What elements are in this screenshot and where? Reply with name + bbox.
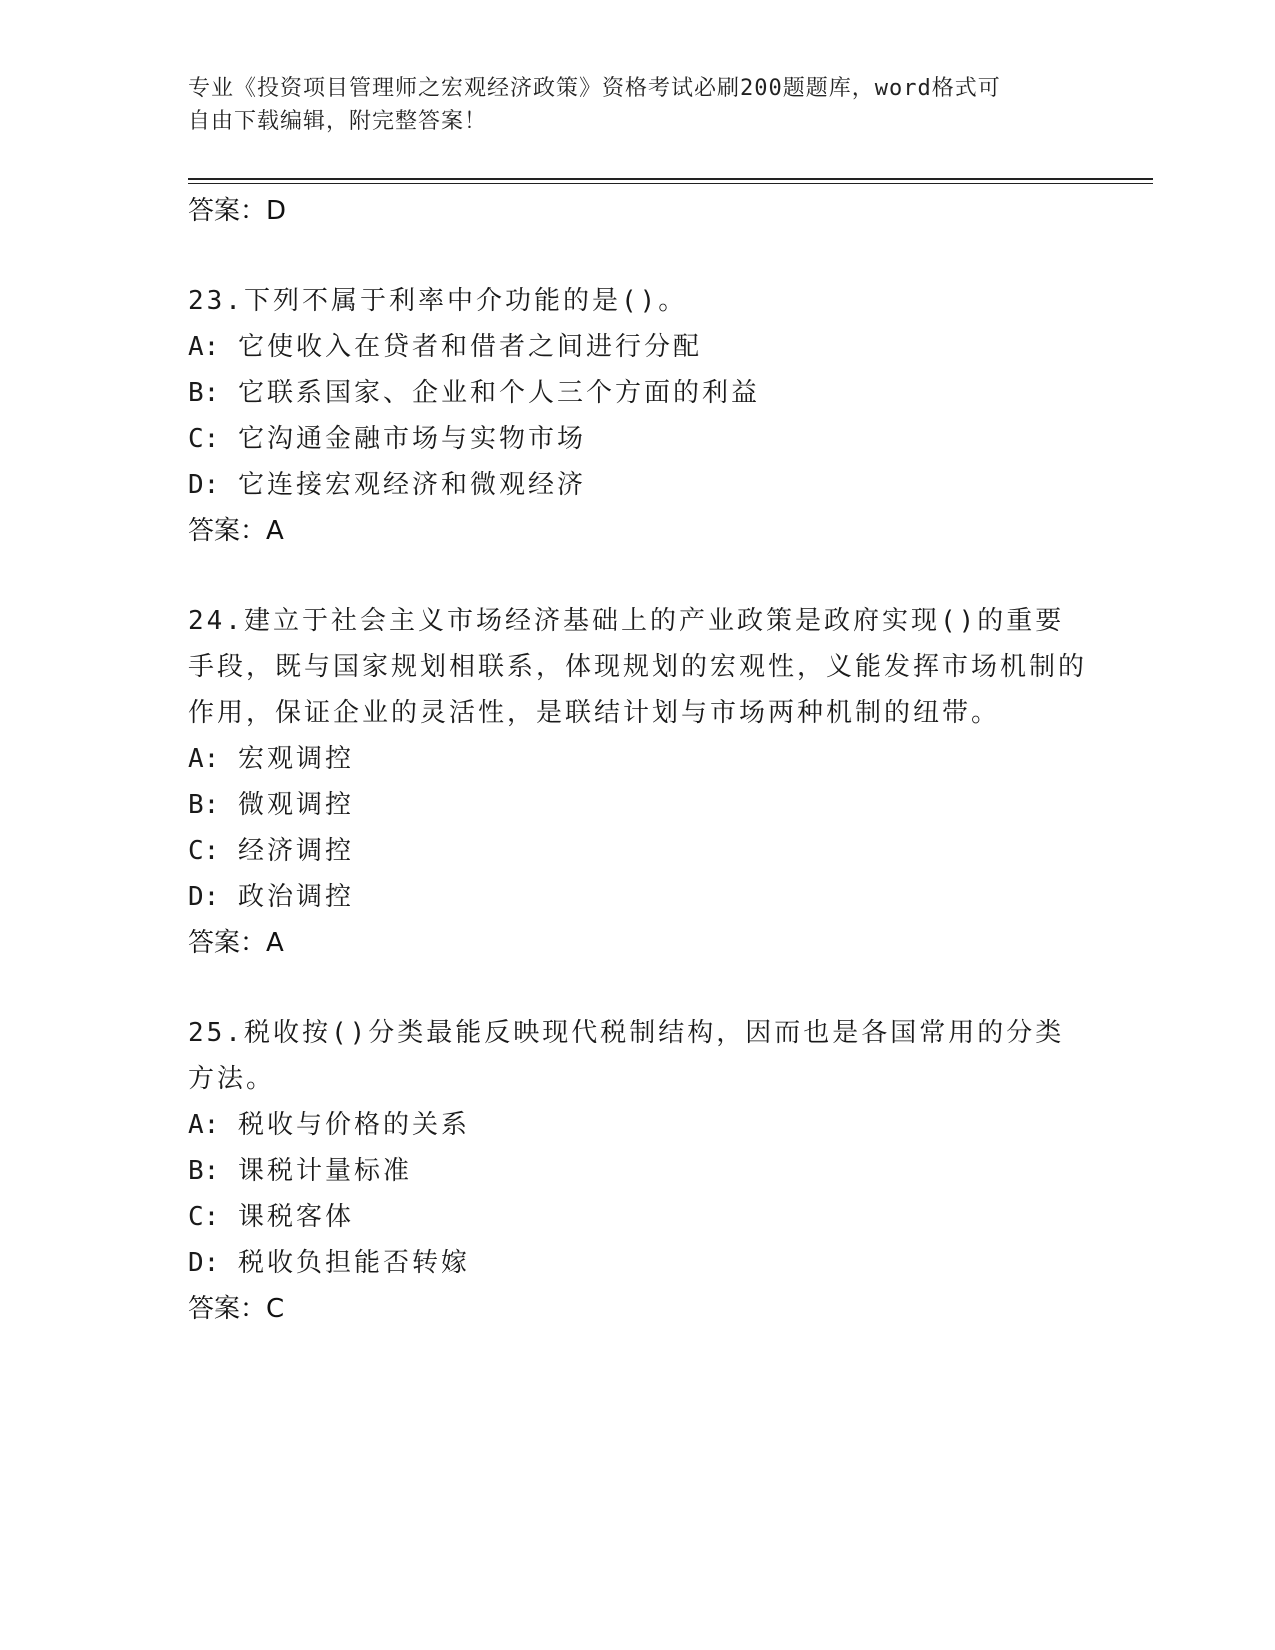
question-answer: 答案：A bbox=[188, 928, 284, 958]
option-a: A: 它使收入在贷者和借者之间进行分配 bbox=[188, 332, 702, 362]
header-line-1: 专业《投资项目管理师之宏观经济政策》资格考试必刷200题题库，word格式可 bbox=[188, 76, 1001, 101]
option-d: D: 政治调控 bbox=[188, 882, 354, 912]
question-stem: 25.税收按()分类最能反映现代税制结构，因而也是各国常用的分类方法。 bbox=[188, 1018, 1065, 1094]
header-divider bbox=[188, 178, 1153, 184]
document-body bbox=[188, 188, 1088, 1332]
option-b: B: 课税计量标准 bbox=[188, 1156, 412, 1186]
question-answer: 答案：A bbox=[188, 516, 284, 546]
question-25 bbox=[188, 1010, 1088, 1332]
question-23 bbox=[188, 278, 1088, 554]
option-a: A: 宏观调控 bbox=[188, 744, 354, 774]
option-c: C: 经济调控 bbox=[188, 836, 354, 866]
option-d: D: 税收负担能否转嫁 bbox=[188, 1248, 470, 1278]
header-line-2: 自由下载编辑，附完整答案！ bbox=[188, 109, 488, 134]
question-answer: 答案：C bbox=[188, 1294, 285, 1324]
option-a: A: 税收与价格的关系 bbox=[188, 1110, 470, 1140]
question-stem: 23.下列不属于利率中介功能的是()。 bbox=[188, 286, 688, 316]
option-d: D: 它连接宏观经济和微观经济 bbox=[188, 470, 586, 500]
question-24 bbox=[188, 598, 1088, 966]
option-b: B: 它联系国家、企业和个人三个方面的利益 bbox=[188, 378, 760, 408]
option-c: C: 课税客体 bbox=[188, 1202, 354, 1232]
option-c: C: 它沟通金融市场与实物市场 bbox=[188, 424, 586, 454]
option-b: B: 微观调控 bbox=[188, 790, 354, 820]
document-header bbox=[188, 72, 1068, 138]
question-stem: 24.建立于社会主义市场经济基础上的产业政策是政府实现()的重要手段，既与国家规划相联系，体现规划的宏观性，义能发挥市场机制的作用，保证企业的灵活性，是联结计划与市场两种机制的纽带。 bbox=[188, 606, 1088, 728]
previous-answer: 答案：D bbox=[188, 196, 287, 226]
